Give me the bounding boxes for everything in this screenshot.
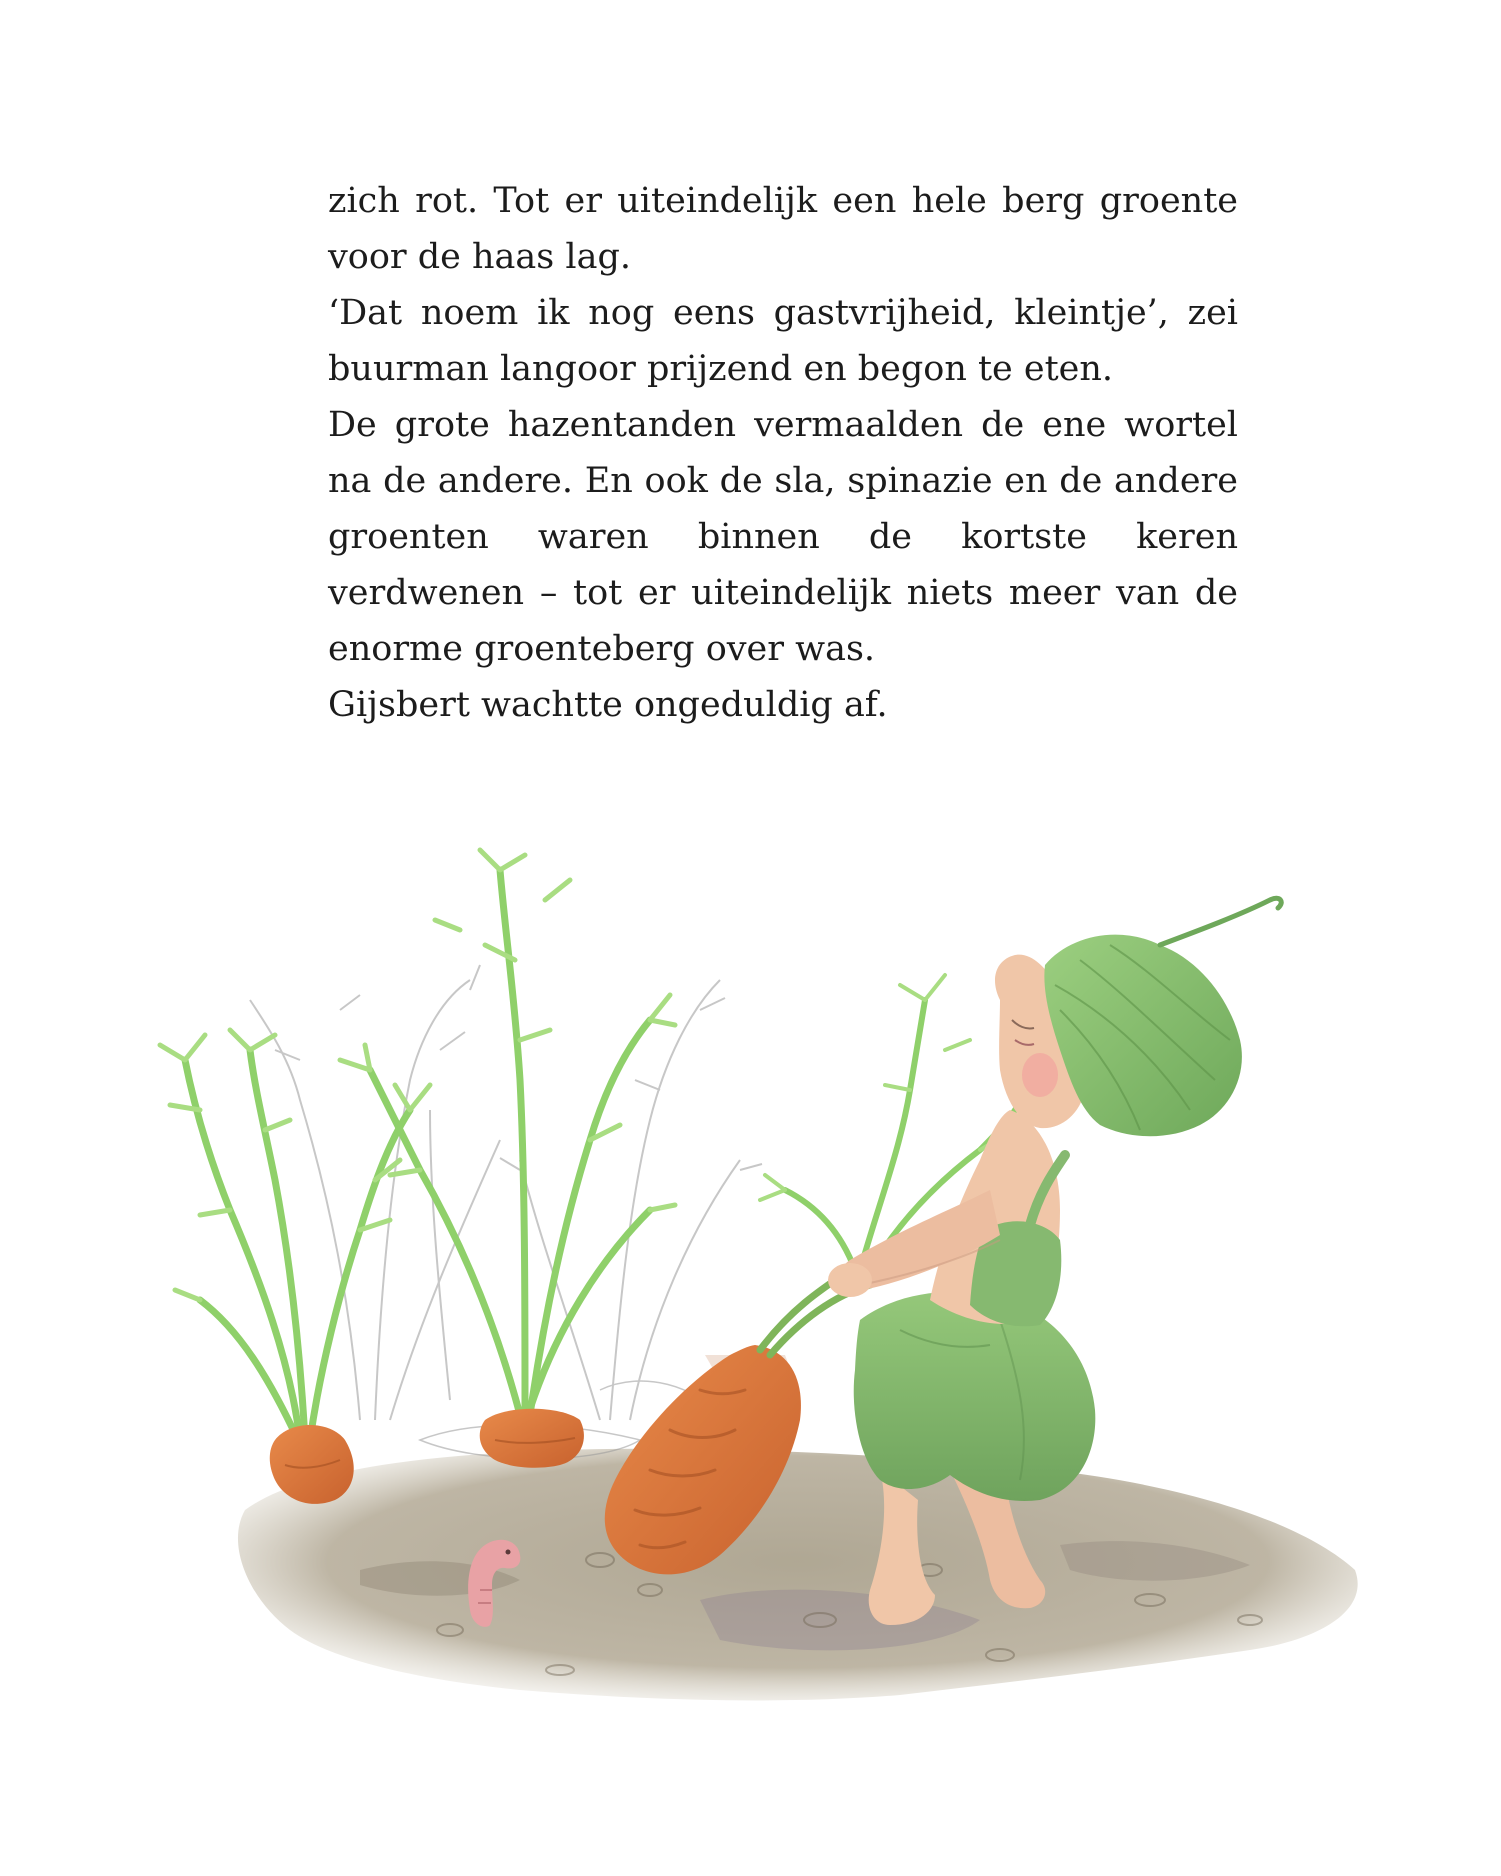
soil-ground [238, 1449, 1358, 1701]
story-paragraph: ‘Dat noem ik nog eens gastvrijheid, kleintje’, zei buurman langoor prijzend en begon te eten. [328, 293, 1238, 389]
middle-carrot-plant [340, 850, 675, 1468]
story-paragraph: zich rot. Tot er uiteindelijk een hele berg groente voor de haas lag. [328, 181, 1238, 277]
story-paragraph: Gijsbert wachtte ongeduldig af. [328, 685, 888, 725]
story-paragraph: De grote hazentanden vermaalden de ene wortel na de andere. En ook de sla, spinazie en de andere groenten waren binnen de kortste keren verdwenen – tot er uiteindelijk niets meer van de enorme groenteberg over was. [328, 405, 1238, 669]
sketched-carrot-tops [250, 965, 762, 1459]
left-carrot-plant [160, 1030, 430, 1504]
